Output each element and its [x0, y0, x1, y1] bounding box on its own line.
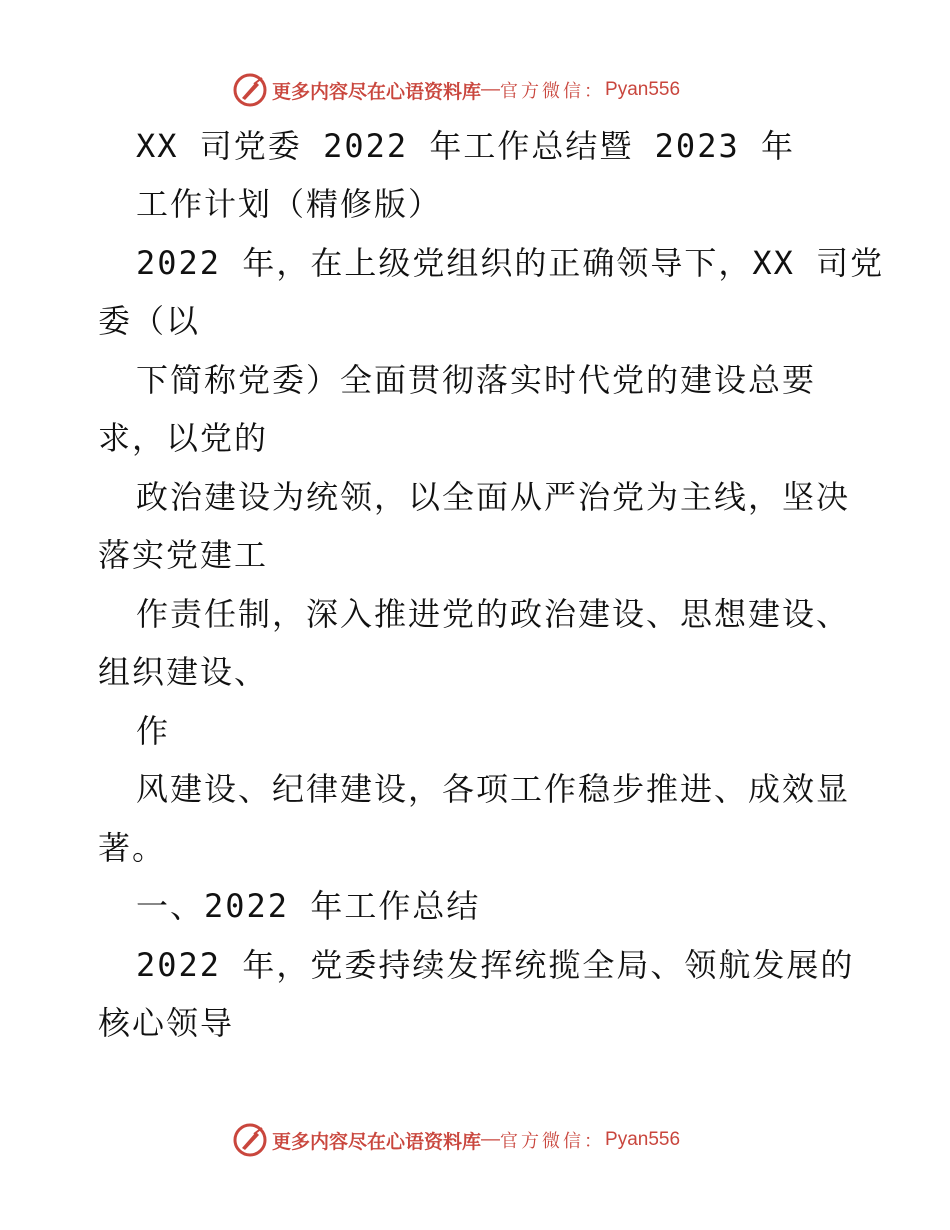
doc-text-line: 风建设、纪律建设，各项工作稳步推进、成效显 [136, 770, 851, 808]
watermark-wechat-label: 官方微信： [500, 1131, 606, 1152]
watermark-brand-text: 更多内容尽在心语资料库 [272, 1130, 482, 1153]
doc-text-line: 下简称党委）全面贯彻落实时代党的建设总要 [136, 361, 817, 399]
doc-text-line: 落实党建工 [98, 536, 269, 574]
doc-title-line-2: 工作计划（精修版） [136, 185, 443, 223]
doc-text-line: 2022 年，在上级党组织的正确领导下，XX 司党 [136, 244, 885, 282]
watermark-brand-text: 更多内容尽在心语资料库 [272, 80, 482, 103]
doc-text-line: 委（以 [98, 302, 201, 340]
watermark-wechat-label: 官方微信： [500, 81, 606, 102]
doc-text-line: 政治建设为统领，以全面从严治党为主线，坚决 [136, 478, 851, 516]
watermark-header [232, 70, 680, 110]
watermark-footer [232, 1120, 680, 1160]
doc-text-line: 作责任制，深入推进党的政治建设、思想建设、 [136, 595, 851, 633]
doc-text-line: 2022 年，党委持续发挥统揽全局、领航发展的 [136, 946, 855, 984]
section-heading: 一、2022 年工作总结 [136, 887, 481, 925]
doc-text-line: 作 [136, 712, 171, 750]
doc-text-line: 求，以党的 [98, 419, 269, 457]
quill-logo-icon [232, 1122, 268, 1158]
doc-text-line: 组织建设、 [98, 653, 269, 691]
doc-title-line-1: XX 司党委 2022 年工作总结暨 2023 年 [136, 127, 795, 165]
watermark-dash: — [481, 1129, 501, 1150]
watermark-wechat-id: Pyan556 [605, 79, 681, 100]
doc-text-line: 核心领导 [98, 1004, 235, 1042]
doc-text-line: 著。 [98, 829, 167, 867]
watermark-dash: — [481, 79, 501, 100]
quill-logo-icon [232, 72, 268, 108]
watermark-wechat-id: Pyan556 [605, 1129, 681, 1150]
